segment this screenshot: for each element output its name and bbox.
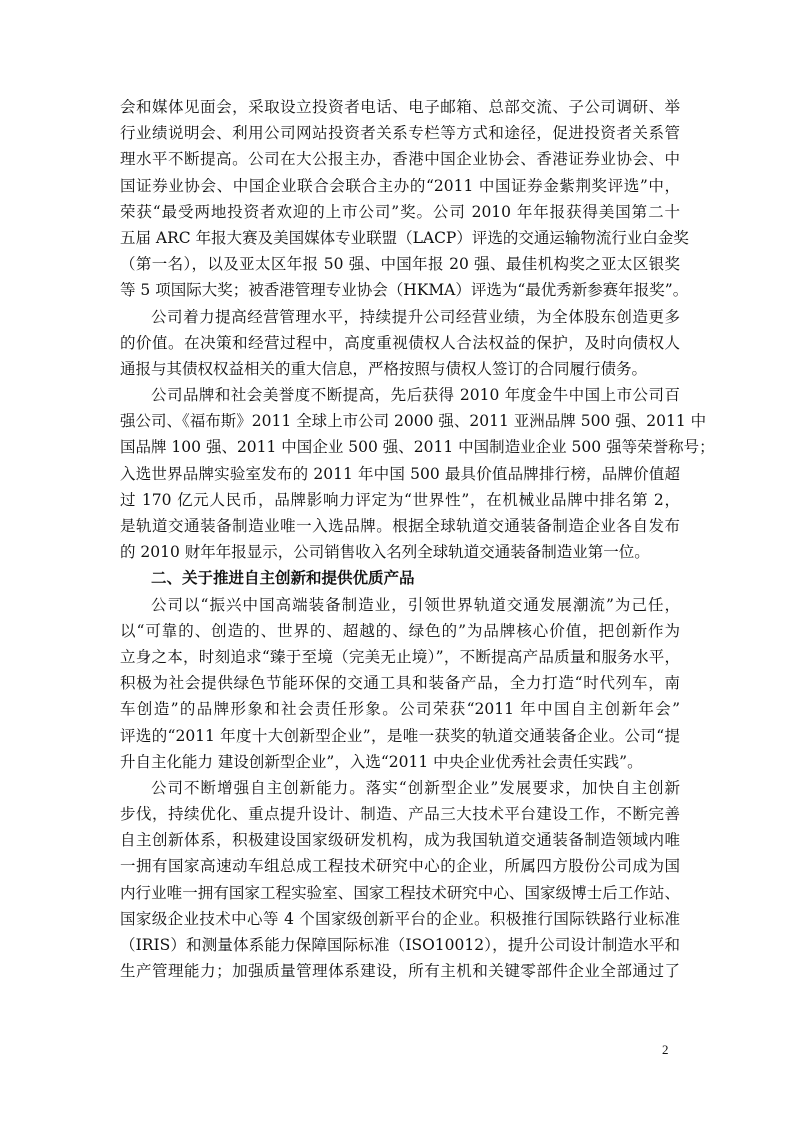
paragraph-brand-mission — [120, 592, 680, 775]
paragraph-management — [120, 304, 680, 383]
text-line: 通报与其债权权益相关的重大信息，严格按照与债权人签订的合同履行债务。 — [120, 359, 648, 378]
paragraph-investor-relations — [120, 94, 689, 304]
text-line: 公司品牌和社会美誉度不断提高，先后获得 2010 年度金牛中国上市公司百 — [151, 386, 680, 405]
text-line: 等 5 项国际大奖；被香港管理专业协会（HKMA）评选为“最优秀新参赛年报奖”。 — [120, 281, 689, 300]
text-line: （第一名），以及亚太区年报 50 强、中国年报 20 强、最佳机构奖之亚太区银奖 — [120, 255, 680, 274]
page-number: 2 — [662, 1042, 669, 1057]
text-line: 自主创新体系，积极建设国家级研发机构，成为我国轨道交通装备制造领域内唯 — [120, 831, 680, 850]
text-line: 的 2010 财年年报显示，公司销售收入名列全球轨道交通装备制造业第一位。 — [120, 543, 650, 562]
text-line: 的价值。在决策和经营过程中，高度重视债权人合法权益的保护，及时向债权人 — [120, 333, 680, 352]
text-line: 公司以“振兴中国高端装备制造业，引领世界轨道交通发展潮流”为己任， — [151, 595, 680, 614]
text-line: 车创造”的品牌形象和社会责任形象。公司荣获“2011 年中国自主创新年会” — [120, 700, 680, 719]
text-line: 国家级企业技术中心等 4 个国家级创新平台的企业。积极推行国际铁路行业标准 — [120, 909, 680, 928]
text-line: 内行业唯一拥有国家工程实验室、国家工程技术研究中心、国家级博士后工作站、 — [120, 883, 680, 902]
text-line: 一拥有国家高速动车组总成工程技术研究中心的企业，所属四方股份公司成为国 — [120, 857, 680, 876]
text-line: 过 170 亿元人民币，品牌影响力评定为“世界性”，在机械业品牌中排名第 2， — [120, 490, 680, 509]
paragraph-brand-reputation — [120, 382, 715, 565]
text-line: 步伐，持续优化、重点提升设计、制造、产品三大技术平台建设工作，不断完善 — [120, 805, 680, 824]
text-line: 是轨道交通装备制造业唯一入选品牌。根据全球轨道交通装备制造企业各自发布 — [120, 517, 680, 535]
paragraph-innovation-capability — [120, 775, 680, 985]
text-line: 理水平不断提高。公司在大公报主办，香港中国企业协会、香港证券业协会、中 — [120, 150, 680, 169]
text-line: 立身之本，时刻追求“臻于至境（完美无止境）”，不断提高产品质量和服务水平， — [120, 647, 680, 666]
text-line: （IRIS）和测量体系能力保障国际标准（ISO10012），提升公司设计制造水平和 — [120, 936, 680, 954]
text-line: 生产管理能力；加强质量管理体系建设，所有主机和关键零部件企业全部通过了 — [120, 962, 680, 981]
text-line: 五届 ARC 年报大赛及美国媒体专业联盟（LACP）评选的交通运输物流行业白金奖 — [120, 228, 689, 247]
text-line: 荣获“最受两地投资者欢迎的上市公司”奖。公司 2010 年年报获得美国第二十 — [120, 202, 680, 221]
text-line: 国品牌 100 强、2011 中国企业 500 强、2011 中国制造业企业 500 强等荣誉称号； — [120, 438, 715, 457]
text-line: 入选世界品牌实验室发布的 2011 年中国 500 最具价值品牌排行榜，品牌价值超 — [120, 464, 680, 483]
text-line: 升自主化能力 建设创新型企业”，入选“2011 中央企业优秀社会责任实践”。 — [120, 752, 643, 771]
text-line: 会和媒体见面会，采取设立投资者电话、电子邮箱、总部交流、子公司调研、举 — [120, 98, 680, 116]
text-line: 评选的“2011 年度十大创新型企业”，是唯一获奖的轨道交通装备企业。公司“提 — [120, 726, 680, 745]
text-line: 以“可靠的、创造的、世界的、超越的、绿色的”为品牌核心价值，把创新作为 — [120, 621, 680, 640]
text-line: 公司不断增强自主创新能力。落实“创新型企业”发展要求，加快自主创新 — [151, 778, 680, 797]
body-text — [120, 94, 715, 984]
text-line: 公司着力提高经营管理水平，持续提升公司经营业绩，为全体股东创造更多 — [151, 307, 680, 326]
text-line: 行业绩说明会、利用公司网站投资者关系专栏等方式和途径，促进投资者关系管 — [120, 124, 680, 143]
text-line: 国证券业协会、中国企业联合会联合主办的“2011 中国证券金紫荆奖评选”中， — [120, 176, 680, 195]
text-line: 强公司、《福布斯》2011 全球上市公司 2000 强、2011 亚洲品牌 500 强、2011 中 — [120, 412, 707, 431]
section-heading: 二、关于推进自主创新和提供优质产品 — [151, 569, 415, 588]
text-line: 积极为社会提供绿色节能环保的交通工具和装备产品，全力打造“时代列车，南 — [120, 674, 680, 693]
